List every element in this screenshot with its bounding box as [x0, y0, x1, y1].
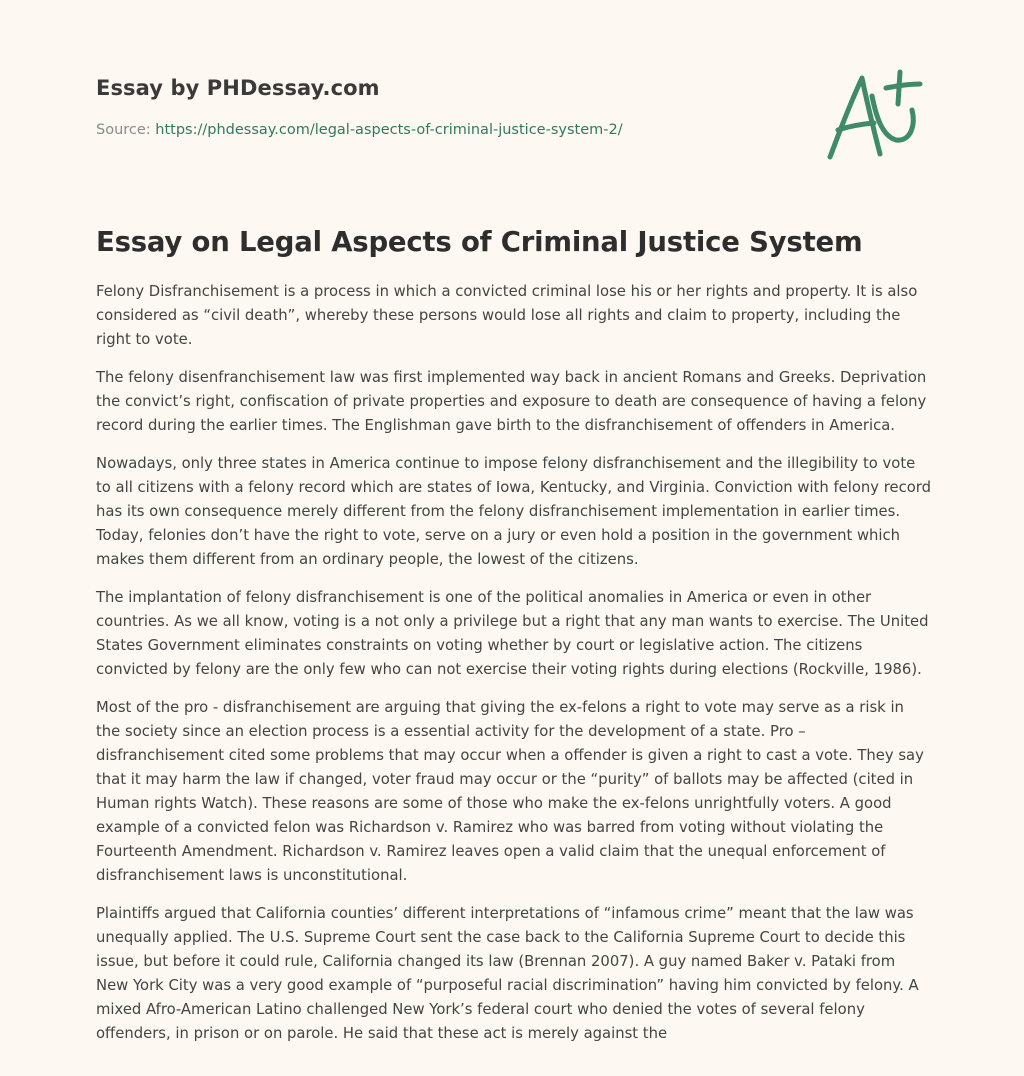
- essay-paragraph: The implantation of felony disfranchisement is one of the political anomalies in America or even in other countries. As we all know, voting is a not only a privilege but a right that any man wants to exercise. The United States Government eliminates constraints on voting whether by court or legislative action. The citizens convicted by felony are the only few who can not exercise their voting rights during elections (Rockville, 1986).: [96, 589, 929, 678]
- essay-title: Essay on Legal Aspects of Criminal Justice System: [96, 226, 863, 258]
- source-line: [96, 122, 796, 138]
- source-label: Source:: [96, 122, 156, 138]
- a-plus-logo-icon: [820, 68, 930, 164]
- essay-paragraph: Most of the pro - disfranchisement are arguing that giving the ex-felons a right to vote may serve as a risk in the society since an election process is a essential activity for the development of a state. Pro – disfranchisement cited some problems that may occur when a offender is given a right to cast a vote. They say that it may harm the law if changed, voter fraud may occur or the “purity” of ballots may be affected (cited in Human rights Watch). These reasons are some of those who make the ex-felons unrightfully voters. A good example of a convicted felon was Richardson v. Ramirez who was barred from voting without violating the Fourteenth Amendment. Richardson v. Ramirez leaves open a valid claim that the unequal enforcement of disfranchisement laws is unconstitutional.: [96, 699, 924, 884]
- essay-paragraph: Plaintiffs argued that California counties’ different interpretations of “infamous crime” meant that the law was unequally applied. The U.S. Supreme Court sent the case back to the California Supreme Court to decide this issue, but before it could rule, California changed its law (Brennan 2007). A guy named Baker v. Pataki from New York City was a very good example of “purposeful racial discrimination” having him convicted by felony. A mixed Afro-American Latino challenged New York’s federal court who denied the votes of several felony offenders, in prison or on parole. He said that these act is merely against the: [96, 905, 919, 1042]
- essay-paragraph: The felony disenfranchisement law was first implemented way back in ancient Romans and Greeks. Deprivation the convict’s right, confiscation of private properties and exposure to death are consequence of having a felony record during the earlier times. The Englishman gave birth to the disfranchisement of offenders in America.: [96, 369, 927, 434]
- essay-body: [96, 226, 932, 1060]
- site-title: Essay by PHDessay.com: [96, 76, 380, 100]
- source-link[interactable]: https://phdessay.com/legal-aspects-of-criminal-justice-system-2/: [155, 122, 623, 138]
- page-header: [96, 76, 796, 138]
- essay-paragraph: Felony Disfranchisement is a process in which a convicted criminal lose his or her rights and property. It is also considered as “civil death”, whereby these persons would lose all rights and claim to property, including the right to vote.: [96, 283, 918, 348]
- essay-paragraph: Nowadays, only three states in America continue to impose felony disfranchisement and the illegibility to vote to all citizens with a felony record which are states of Iowa, Kentucky, and Virginia. Conviction with felony record has its own consequence merely different from the felony disfranchisement implementation in earlier times. Today, felonies don’t have the right to vote, serve on a jury or even hold a position in the government which makes them different from an ordinary people, the lowest of the citizens.: [96, 455, 932, 568]
